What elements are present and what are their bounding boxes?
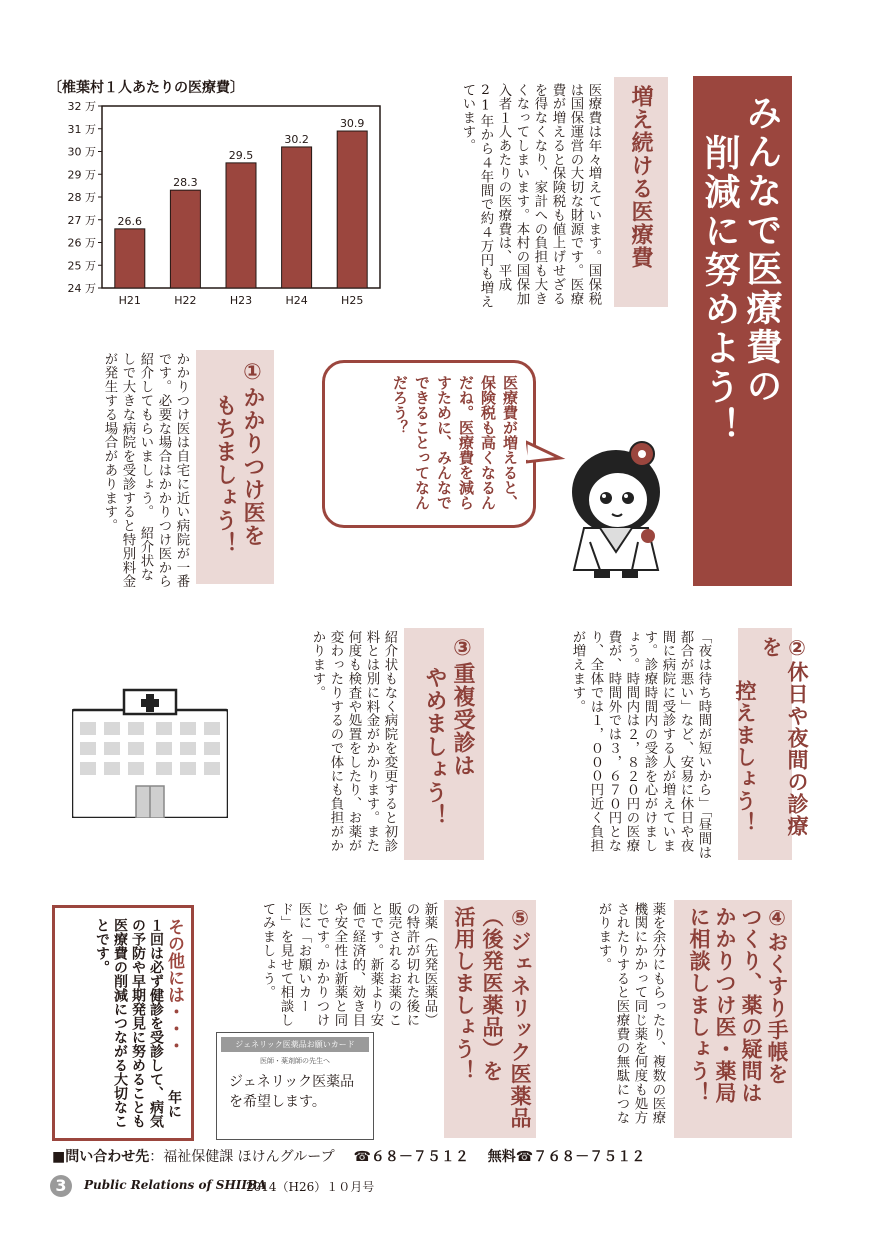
tip4-heading-line2: つくり、薬の疑問は: [739, 906, 763, 1104]
tip1-heading: [210, 360, 266, 578]
tip5-heading-box: [444, 900, 536, 1138]
y-tick-label: 32 万: [67, 100, 96, 113]
medical-cost-chart: [50, 96, 390, 318]
main-title: [698, 94, 782, 574]
bar-h22: [170, 190, 200, 288]
tip2-heading: [732, 636, 810, 856]
card-text: ジェネリック医薬品を希望します。: [229, 1074, 355, 1110]
bar-h25: [337, 131, 367, 288]
y-tick-label: 27 万: [67, 213, 96, 227]
increasing-heading-box: [614, 77, 668, 307]
generic-request-card: [216, 1032, 374, 1140]
bar-value-label: 30.9: [339, 117, 365, 131]
tip1-number: ①: [240, 360, 265, 386]
bar-h23: [226, 163, 256, 288]
tip1-heading-line2: もちましょう！: [212, 394, 237, 555]
y-tick-label: 24 万: [67, 282, 96, 295]
page-number: 3: [55, 1176, 67, 1195]
tip3-heading-line1: 重複受診は: [450, 662, 475, 777]
issue-date: 2014（H26）１０月号: [246, 1180, 375, 1194]
y-tick-label: 26 万: [67, 236, 96, 250]
bar-value-label: 28.3: [173, 176, 198, 190]
tip5-number: ⑤: [508, 906, 532, 931]
other-body: 年に１回は必ず健診を受診して、病気の予防や早期発見に努めることも医療費の削減につながる大切なことです。: [94, 918, 182, 1128]
tip3-heading-box: [404, 628, 484, 860]
mascot-girl-illustration: [560, 432, 672, 580]
tip2-heading-box: [733, 628, 809, 860]
tip5-heading-line3: 活用しましょう！: [452, 906, 476, 1082]
tip1-heading-line1: かかりつけ医を: [240, 386, 265, 547]
chart-title: 〔椎葉村１人あたりの医療費〕: [48, 80, 244, 96]
x-tick-label: H24: [285, 294, 308, 307]
contact-dept: ：福祉保健課 ほけんグループ: [149, 1149, 335, 1165]
tip4-heading-box: [674, 900, 792, 1138]
tip2-heading-line2: 控えましょう！: [733, 680, 757, 834]
tip3-heading-line2: やめましょう！: [422, 666, 447, 827]
card-header: ジェネリック医薬品お願いカード: [221, 1037, 369, 1052]
tip4-heading-line4: に相談しましょう！: [687, 906, 711, 1104]
x-tick-label: H25: [341, 294, 364, 307]
tip2-body: 「夜は待ち時間が短いから」「昼間は都合が悪い」など、安易に休日や夜間に病院に受診する人が増えています。診療時間内の受診を心がけましょう。時間内は２，８２０円の医療費が、時間外では３，６７０円となり、全体では１，０００円近く負担が増えます。: [570, 630, 711, 860]
tip3-body: 紹介状もなく病院を変更すると初診料とは別に料金がかかります。また何度も検査や処置をしたり、お薬が変わったりするので体にも負担がかかります。: [310, 630, 397, 853]
tip1-heading-box: [196, 350, 274, 584]
other-box: [52, 905, 194, 1141]
x-tick-label: H23: [229, 294, 253, 307]
tip5-heading: [450, 906, 534, 1134]
y-tick-label: 31 万: [67, 122, 96, 136]
tip2-number: ②: [785, 636, 809, 661]
speech-bubble-text: 医療費が増えると、保険税も高くなるんだね。医療費を減らすために、みんなでできることってなんだろう？: [391, 375, 519, 510]
contact-label: ■問い合わせ先: [52, 1149, 150, 1165]
contact-line: [52, 1146, 852, 1166]
tip4-body: 薬を余分にもらったり、複数の医療機関にかかって同じ薬を何度も処方されたりすると医療費の無駄につながります。: [596, 902, 665, 1125]
y-tick-label: 25 万: [67, 259, 96, 273]
tip4-heading-line1: おくすり手帳を: [765, 931, 789, 1085]
main-title-box: [693, 76, 792, 586]
speech-bubble: [322, 360, 536, 528]
other-heading: その他には・・・: [164, 918, 184, 1054]
tip2-heading-line1: 休日や夜間の診療を: [759, 636, 809, 837]
contact-tel: ☎６８－７５１２: [353, 1149, 469, 1165]
y-tick-label: 29 万: [67, 168, 96, 182]
card-subheader: 医師・薬剤師の先生へ: [260, 1057, 330, 1065]
tip4-heading-line3: かかりつけ医・薬局: [713, 906, 737, 1104]
contact-free: 無料☎７６８－７５１２: [487, 1149, 646, 1165]
bar-value-label: 26.6: [117, 214, 143, 228]
bar-value-label: 29.5: [228, 148, 254, 162]
main-title-line1: みんなで医療費の: [741, 94, 782, 406]
bar-value-label: 30.2: [284, 132, 309, 146]
y-tick-label: 28 万: [67, 191, 96, 204]
hospital-icon: [72, 688, 228, 818]
tip1-body: かかりつけ医は自宅に近い病院が一番です。必要な場合はかかりつけ医から紹介してもらいましょう。 紹介状なしで大きな病院を受診すると特別料金が発生する場合があります。: [102, 352, 189, 589]
other-content: [93, 918, 183, 1130]
tip5-body: 新薬（先発医薬品）の特許が切れた後に販売されるお薬のことです。新薬より安価で経済的、効き目や安全性は新薬と同じです。かかりつけ医に「お願いカード」を見せて相談してみましょう。: [260, 902, 437, 1028]
bar-h21: [115, 229, 145, 288]
tip3-number: ③: [450, 636, 475, 662]
increasing-body: 医療費は年々増えています。国保税は国保運営の大切な財源です。医療費が増えると保険税も値上げせざるを得なくなり、家計への負担も大きくなってしまいます。本村の国保加入者１人あたりの医療費は、平成21年から４年間で約４万円も増えています。: [460, 83, 601, 309]
tip5-heading-line1: ジェネリック医薬品: [508, 931, 532, 1129]
x-tick-label: H22: [174, 294, 197, 307]
tip4-number: ④: [765, 906, 789, 931]
tip3-heading: [420, 636, 476, 856]
page-number-badge: [50, 1175, 72, 1197]
y-tick-label: 30 万: [67, 145, 96, 159]
tip4-heading: [686, 906, 790, 1134]
bar-h24: [282, 147, 312, 288]
publication-name: Public Relations of SHIIBA: [84, 1178, 267, 1192]
main-title-line2: 削減に努めよう！: [699, 134, 740, 446]
x-tick-label: H21: [118, 294, 141, 307]
increasing-heading: 増え続ける医療費: [628, 85, 653, 269]
tip5-heading-line2: （後発医薬品）を: [480, 906, 504, 1082]
